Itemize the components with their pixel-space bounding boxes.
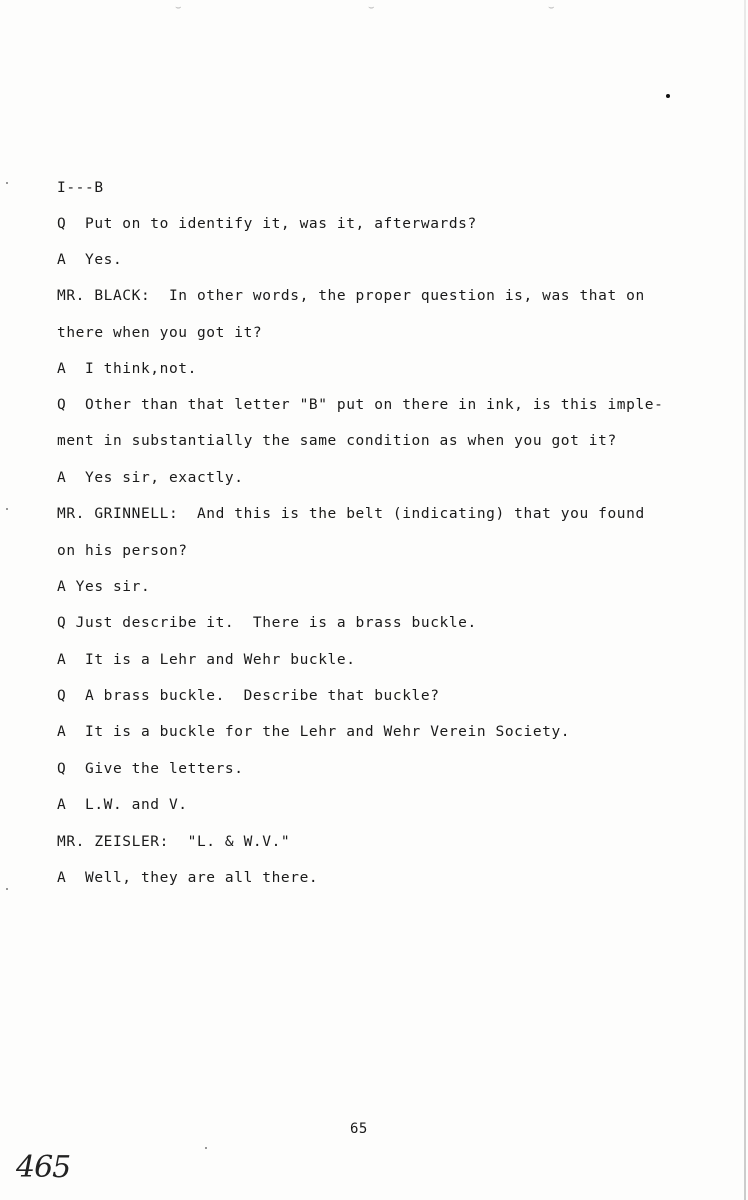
scan-mark: ⌣ (368, 2, 375, 13)
transcript-line: MR. BLACK: In other words, the proper question is, was that on (57, 288, 645, 304)
page-edge (744, 0, 746, 1200)
transcript-line: Q A brass buckle. Describe that buckle? (57, 688, 440, 704)
transcript-line: MR. GRINNELL: And this is the belt (indicating) that you found (57, 506, 645, 522)
transcript-line: Q Put on to identify it, was it, afterwards? (57, 216, 477, 232)
scan-speck (6, 888, 8, 890)
transcript-line: Q Just describe it. There is a brass buckle. (57, 615, 477, 631)
scan-speck (6, 182, 8, 184)
transcript-line: ment in substantially the same condition as when you got it? (57, 433, 617, 449)
transcript-line: there when you got it? (57, 325, 263, 341)
transcript-line: Q Other than that letter "B" put on there in ink, is this imple- (57, 397, 664, 413)
transcript-line: A It is a Lehr and Wehr buckle. (57, 652, 356, 668)
transcript-line: A Yes. (57, 252, 123, 268)
transcript-line: on his person? (57, 543, 188, 559)
transcript-line: A I think,not. (57, 361, 197, 377)
scan-mark: ⌣ (175, 2, 182, 13)
scan-mark: ⌣ (548, 2, 555, 13)
scan-speck (6, 508, 8, 510)
transcript-line: Q Give the letters. (57, 761, 244, 777)
handwritten-page-number: 465 (16, 1150, 71, 1185)
transcript-line: MR. ZEISLER: "L. & W.V." (57, 834, 291, 850)
scan-speck (205, 1147, 207, 1149)
transcript-line: A Yes sir, exactly. (57, 470, 244, 486)
page-number: 65 (350, 1121, 368, 1137)
transcript-line: A L.W. and V. (57, 797, 188, 813)
transcript-line: A Yes sir. (57, 579, 151, 595)
ink-dot (666, 94, 670, 98)
transcript-line: A It is a buckle for the Lehr and Wehr Verein Society. (57, 724, 571, 740)
section-heading: I---B (57, 180, 104, 196)
transcript-line: A Well, they are all there. (57, 870, 319, 886)
